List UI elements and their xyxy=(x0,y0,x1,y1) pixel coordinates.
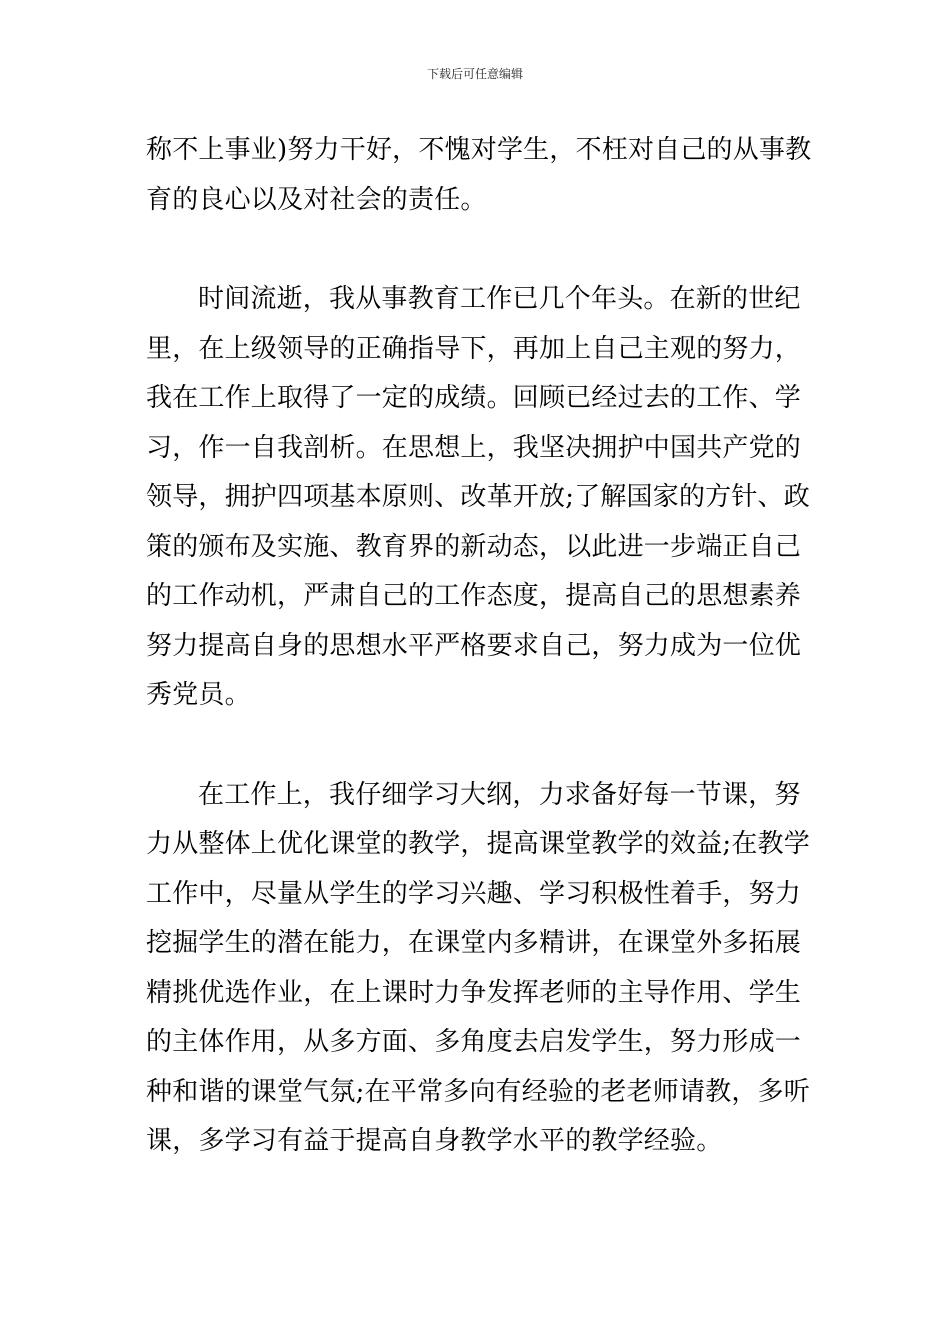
paragraph-spacer xyxy=(146,225,810,275)
text-line: 工作中，尽量从学生的学习兴趣、学习积极性着手，努力 xyxy=(146,878,802,909)
text-line: 我在工作上取得了一定的成绩。回顾已经过去的工作、学 xyxy=(146,383,802,413)
text-line: 称不上事业)努力干好，不愧对学生，不枉对自己的从事教 xyxy=(146,135,812,165)
text-line: 种和谐的课堂气氛;在平常多向有经验的老老师请教，多听 xyxy=(146,1076,810,1107)
page-header-note: 下载后可任意编辑 xyxy=(426,67,523,81)
text-line: 育的良心以及对社会的责任。 xyxy=(146,184,487,215)
text-line: 在工作上，我仔细学习大纲，力求备好每一节课，努 xyxy=(198,779,801,810)
text-line: 策的颁布及实施、教育界的新动态，以此进一步端正自己 xyxy=(146,531,802,562)
paragraph-ideology xyxy=(146,275,810,721)
text-line: 努力提高自身的思想水平严格要求自己，努力成为一位优 xyxy=(146,630,802,661)
text-line: 秀党员。 xyxy=(146,680,251,710)
paragraph-spacer xyxy=(146,721,810,771)
text-line: 挖掘学生的潜在能力，在课堂内多精讲，在课堂外多拓展 xyxy=(146,928,802,958)
paragraph-work xyxy=(146,771,810,1167)
text-line: 精挑优选作业，在上课时力争发挥老师的主导作用、学生 xyxy=(146,977,802,1008)
paragraph-continuation xyxy=(146,126,810,225)
text-line: 课，多学习有益于提高自身教学水平的教学经验。 xyxy=(146,1126,723,1156)
text-line: 力从整体上优化课堂的教学，提高课堂教学的效益;在教学 xyxy=(146,829,810,859)
text-line: 的主体作用，从多方面、多角度去启发学生，努力形成一 xyxy=(146,1027,802,1057)
text-line: 里，在上级领导的正确指导下，再加上自己主观的努力， xyxy=(146,333,802,364)
document-body xyxy=(146,126,810,1167)
text-line: 的工作动机，严肃自己的工作态度，提高自己的思想素养 xyxy=(146,581,802,611)
text-line: 习，作一自我剖析。在思想上，我坚决拥护中国共产党的 xyxy=(146,432,802,463)
text-line: 领导，拥护四项基本原则、改革开放;了解国家的方针、政 xyxy=(146,482,810,512)
text-line: 时间流逝，我从事教育工作已几个年头。在新的世纪 xyxy=(198,284,801,314)
